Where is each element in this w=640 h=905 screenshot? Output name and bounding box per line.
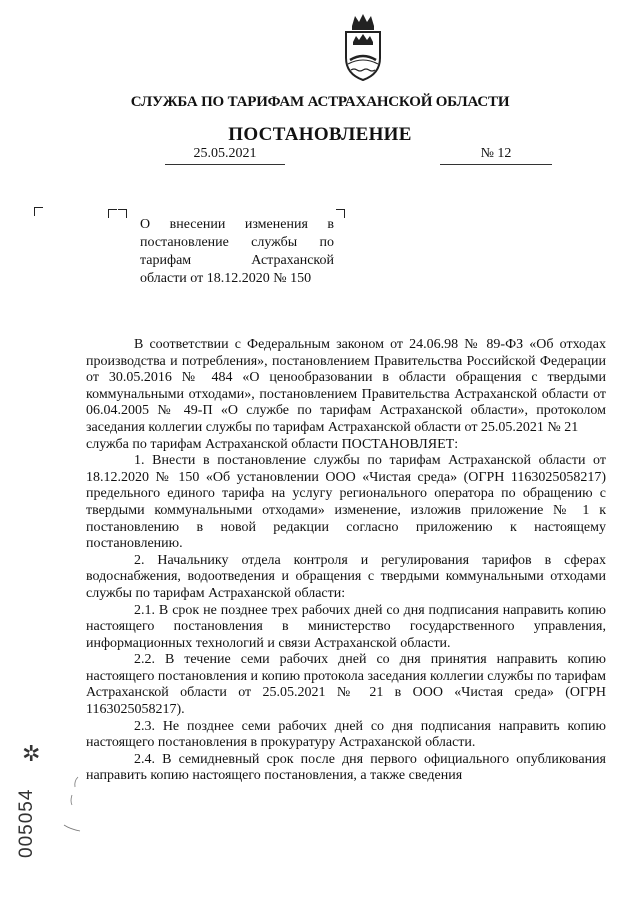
body-paragraph: 2.3. Не позднее семи рабочих дней со дня подписания направить копию настоящего постановления в прокуратуру Астраханской области. bbox=[86, 718, 606, 751]
corner-mark bbox=[34, 207, 43, 216]
corner-mark bbox=[108, 209, 117, 218]
body-paragraph: служба по тарифам Астраханской области ПОСТАНОВЛЯЕТ: bbox=[86, 436, 459, 452]
body-paragraph: 2.2. В течение семи рабочих дней со дня принятия направить копию настоящего постановления и копию протокола заседания коллегии службы по тарифам Астраханской области от 25.05.2021 № 21 в ООО «Чистая среда» (ОГРН 1163025058217). bbox=[86, 652, 606, 718]
corner-mark bbox=[118, 209, 127, 218]
serial-number: 005054 bbox=[16, 788, 37, 858]
organization-title: СЛУЖБА ПО ТАРИФАМ АСТРАХАНСКОЙ ОБЛАСТИ bbox=[130, 94, 510, 110]
stamp-star-icon: ✲ bbox=[22, 742, 41, 767]
margin-serial-stamp bbox=[12, 762, 42, 858]
document-number: № 12 bbox=[440, 146, 552, 165]
document-body bbox=[86, 337, 606, 785]
document-type-heading: ПОСТАНОВЛЕНИЕ bbox=[228, 124, 412, 145]
subject-line: области от 18.12.2020 № 150 bbox=[140, 271, 312, 286]
pen-mark-icon bbox=[60, 775, 84, 835]
body-paragraph: В соответствии с Федеральным законом от 24.06.98 № 89-ФЗ «Об отходах производства и потребления», постановлением Правительства Российской Федерации от 30.05.2016 № 484 «О ценообразовании в области обращения с твердыми коммунальными отходами», постановлением Правительства Астраханской области от 06.04.2005 № 49-П «О службе по тарифам Астраханской области», протоколом заседания коллегии службы по тарифам Астраханской области от 25.05.2021 № 21 bbox=[86, 337, 606, 435]
subject-line: постановление службы по bbox=[140, 235, 334, 250]
body-paragraph: 1. Внести в постановление службы по тарифам Астраханской области от 18.12.2020 № 150 «Об установлении ООО «Чистая среда» (ОГРН 1163025058217) предельного единого тарифа на услугу регионального оператора по обращению с твердыми коммунальными отходами» изменение, изложив приложение № 1 к постановлению в новой редакции согласно приложению к настоящему постановлению. bbox=[86, 453, 606, 552]
subject-line: О внесении изменения в bbox=[140, 217, 334, 232]
body-paragraph: 2.4. В семидневный срок после дня первого официального опубликования направить копию настоящего постановления, а также сведения bbox=[86, 751, 606, 784]
subject-line: тарифам Астраханской bbox=[140, 253, 334, 268]
document-subject bbox=[140, 216, 334, 288]
body-paragraph: 2. Начальнику отдела контроля и регулирования тарифов в сферах водоснабжения, водоотведения и обращения с твердыми коммунальными отходами службы по тарифам Астраханской области: bbox=[86, 552, 606, 601]
corner-mark bbox=[336, 209, 345, 218]
body-paragraph: 2.1. В срок не позднее трех рабочих дней со дня подписания направить копию настоящего постановления в министерство государственного управления, информационных технологий и связи Астраханской области. bbox=[86, 602, 606, 651]
document-date: 25.05.2021 bbox=[165, 146, 285, 165]
coat-of-arms-icon bbox=[338, 12, 388, 82]
